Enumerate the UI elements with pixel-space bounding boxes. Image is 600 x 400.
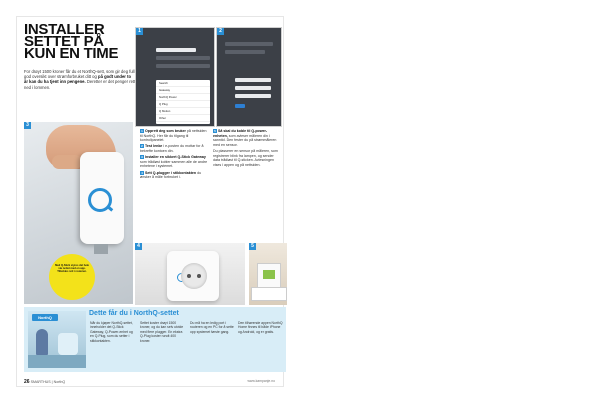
screen-button [235,104,245,108]
footer-section: SMARTHUS | NorthQ [30,380,66,384]
info-box-column: Den tilhørende appen NorthQ Home finnes til både iPhone og Android, og er gratis. [238,321,283,334]
step-title: Sett Q-plugger i stikkontakten [145,170,197,175]
step-title: Opprett deg som bruker [145,129,186,133]
menu-item: Other [156,115,210,122]
usb-connector [94,244,108,254]
lead-paragraph [24,69,136,90]
screen-field [235,94,271,98]
screen-field [225,42,273,46]
step-text: du ønsker å måle forbruket i. [140,170,202,180]
step-title: Test lenke [145,144,163,149]
info-box-column: Settet koster drøyt 1500 kroner, og du kan selv utvide med flere plugger. En ekstra Q-Plug koster rundt 400 kroner. [140,321,184,343]
page-footer-right: www.kampanje.no [247,379,275,383]
step-text: Du plasserer en sensor på måleren, som registrerer blink fra lampen, og sender data trådløst til Q-sticken. Avlesningen vises i appen og på nettsiden. [213,148,278,167]
step-title: Installer en sikkert Q-Stick Gateway [145,155,206,160]
menu-item: Gateway [156,87,210,94]
menu-item: Q Plug [156,101,210,108]
step-text: på nettsiden til NorthQ. Her får du tilgang til kontrollpanelet. [140,129,207,143]
step-item [213,129,281,147]
step-item [140,155,208,169]
screen-field [235,78,271,82]
screenshot-2 [216,27,282,127]
info-box-title: Dette får du i NorthQ-settet [89,310,179,317]
lead-tail: Deretter er det penger rett ned i lommen. [24,79,136,90]
screen-field [235,86,271,90]
photo-plug-number: 4 [135,243,142,250]
headline-line-2: SETTET PÅ [24,33,104,50]
photo-product-box [249,243,287,305]
screenshot-1-number: 1 [136,28,143,35]
box-label [263,270,275,279]
step-number: 5 [214,129,216,133]
northq-logo: NorthQ [32,314,58,321]
menu-item: NorthQ Power [156,94,210,101]
steps-column-2 [213,129,281,169]
step-item [140,171,208,180]
socket-shape [181,263,207,289]
step-text: som avleser måleren din i sanntid. Den fester du på strømmåleren med en sensor. [213,133,277,147]
info-box-column: Du må ha en ledig port i routeren og en PC for å sette opp systemet første gang. [190,321,234,334]
product-box-base [251,287,287,301]
socket-pin [187,274,191,278]
step-number: 3 [141,155,143,160]
screen-field [225,50,265,54]
step-text: i e-posten du mottar for å bekrefte kontoen din. [140,144,204,153]
screen-field [156,64,210,68]
info-box-photo [28,311,86,368]
info-box-column: Når du kjøper NorthQ-settet, inneholder det Q-Stick Gateway, Q-Power-enhet og en Q-Plug, som du setter i stikkontakten. [90,321,133,343]
headline-line-3: KUN EN TIME [24,45,119,62]
page-number: 26 [24,379,30,385]
page-footer-left [24,379,65,385]
screenshot-2-number: 2 [217,28,224,35]
photo-box-number: 5 [249,243,256,250]
q-plug-device [167,251,219,301]
step-item [140,144,208,153]
photo-hand-number: 3 [24,122,31,129]
step-number: 2 [141,144,143,149]
sofa-shape [28,355,86,368]
screen-dropdown-menu [156,80,210,124]
socket-pin [197,274,201,278]
step-paragraph [213,149,281,167]
magazine-page [17,17,283,386]
photo-hand-device [24,122,133,304]
q-stick-device [80,152,124,244]
menu-item: Q Motion [156,108,210,115]
person-shape [36,329,48,355]
step-item [140,129,208,143]
step-text: som trådløst kobler sammen alle de andre enhetene i systemet. [140,159,208,169]
screen-field [156,56,210,60]
finger-shape [52,155,82,169]
step-number: 4 [141,170,143,175]
menu-item: Search [156,80,210,87]
step-number: 1 [141,129,143,133]
screen-field [156,48,196,52]
steps-column-1 [140,129,208,181]
step-title: Så skal du koble til Q-power-enheten, [213,129,268,138]
lead-text: For drøyt 1500 kroner får du et NorthQ-sett, som gir deg full god oversikt over strømforbruket ditt og [24,69,135,80]
photo-q-plug [135,243,245,305]
person-shape [58,333,78,355]
info-box [24,307,286,372]
q-logo-tail [107,205,114,211]
callout-bubble: Med Q-Stick styres det hele via nettet med en app. Tilkobles rett i routeren. [49,254,95,300]
headline [24,21,139,62]
screenshot-1 [135,27,215,127]
lead-bold: på godt under to år kan du ha tjent inn pengene. [24,74,132,85]
headline-line-1: INSTALLER [24,21,105,38]
